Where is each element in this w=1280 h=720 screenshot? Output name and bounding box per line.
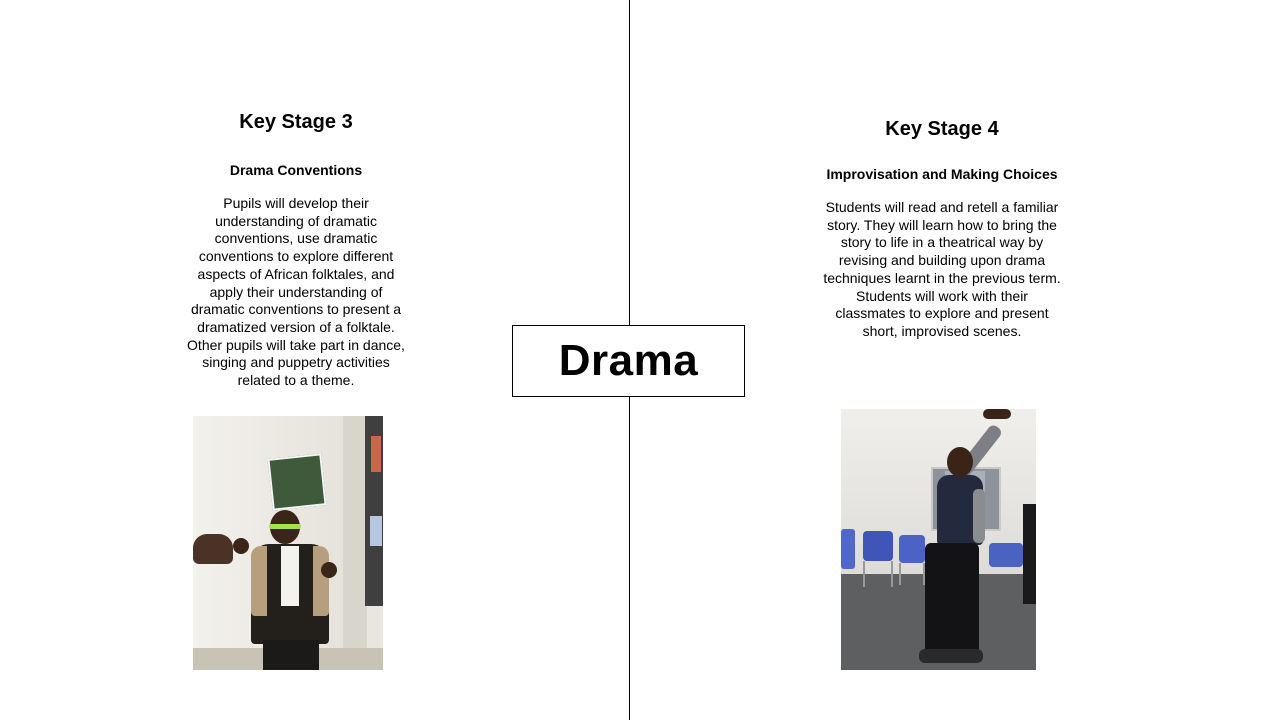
description-line: aspects of African folktales, and [197,265,395,282]
photo-student-head [947,447,973,477]
photo-chair [989,543,1023,567]
photo-board-note [370,516,382,546]
key-stage-4-heading: Key Stage 4 [885,118,999,140]
photo-chair-legs [863,561,893,587]
description-line: short, improvised scenes. [862,322,1022,339]
photo-student-hand [321,562,337,578]
key-stage-4-section [812,115,1072,341]
description-line: Pupils will develop their [223,195,369,211]
description-line: story. They will learn how to bring the [827,216,1057,233]
photo-student-pants [925,543,979,655]
description-line: Students will read and retell a familiar [825,199,1059,215]
photo-student-hand [983,409,1011,419]
key-stage-3-heading: Key Stage 3 [239,111,353,133]
photo-jacket-sleeve [313,546,329,616]
photo-student-arm [973,489,985,543]
description-line: singing and puppetry activities [202,354,390,371]
description-line: conventions to explore different [198,248,394,265]
photo-student-glasses [269,524,301,529]
description-line: dramatic conventions to present a [190,301,402,318]
slide-title: Drama [558,336,699,385]
key-stage-4-topic: Improvisation and Making Choices [826,166,1058,182]
photo-chair [841,529,855,569]
description-line: techniques learnt in the previous term. [823,269,1061,286]
description-line: revising and building upon drama [838,252,1046,269]
photo-background-person [1023,504,1036,604]
photo-student-hand [233,538,249,554]
key-stage-3-topic: Drama Conventions [229,162,363,178]
photo-poster [267,453,326,510]
photo-board-note [371,436,381,472]
key-stage-3-section [178,108,414,390]
key-stage-3-description [178,195,414,390]
slide-title-box [512,325,745,397]
description-line: Other pupils will take part in dance, [187,336,405,353]
photo-chair [863,531,893,561]
photo-student-shoes [919,649,983,663]
description-line: apply their understanding of [209,283,383,300]
description-line: classmates to explore and present [835,305,1049,322]
description-line: story to life in a theatrical way by [840,234,1044,251]
key-stage-4-description [812,199,1072,341]
key-stage-3-photo [193,416,383,670]
photo-student-shirt [281,546,299,606]
photo-student-pants [263,640,319,670]
photo-chair-legs [899,563,925,585]
description-line: Students will work with their [856,287,1028,304]
key-stage-4-photo [841,409,1036,670]
description-line: understanding of dramatic [215,212,377,229]
description-line: conventions, use dramatic [214,230,378,247]
photo-arm [193,534,233,564]
description-line: dramatized version of a folktale. [197,318,395,335]
photo-jacket-sleeve [251,546,267,616]
photo-chair [899,535,925,563]
photo-doorframe [343,416,367,670]
description-line: related to a theme. [237,372,355,389]
